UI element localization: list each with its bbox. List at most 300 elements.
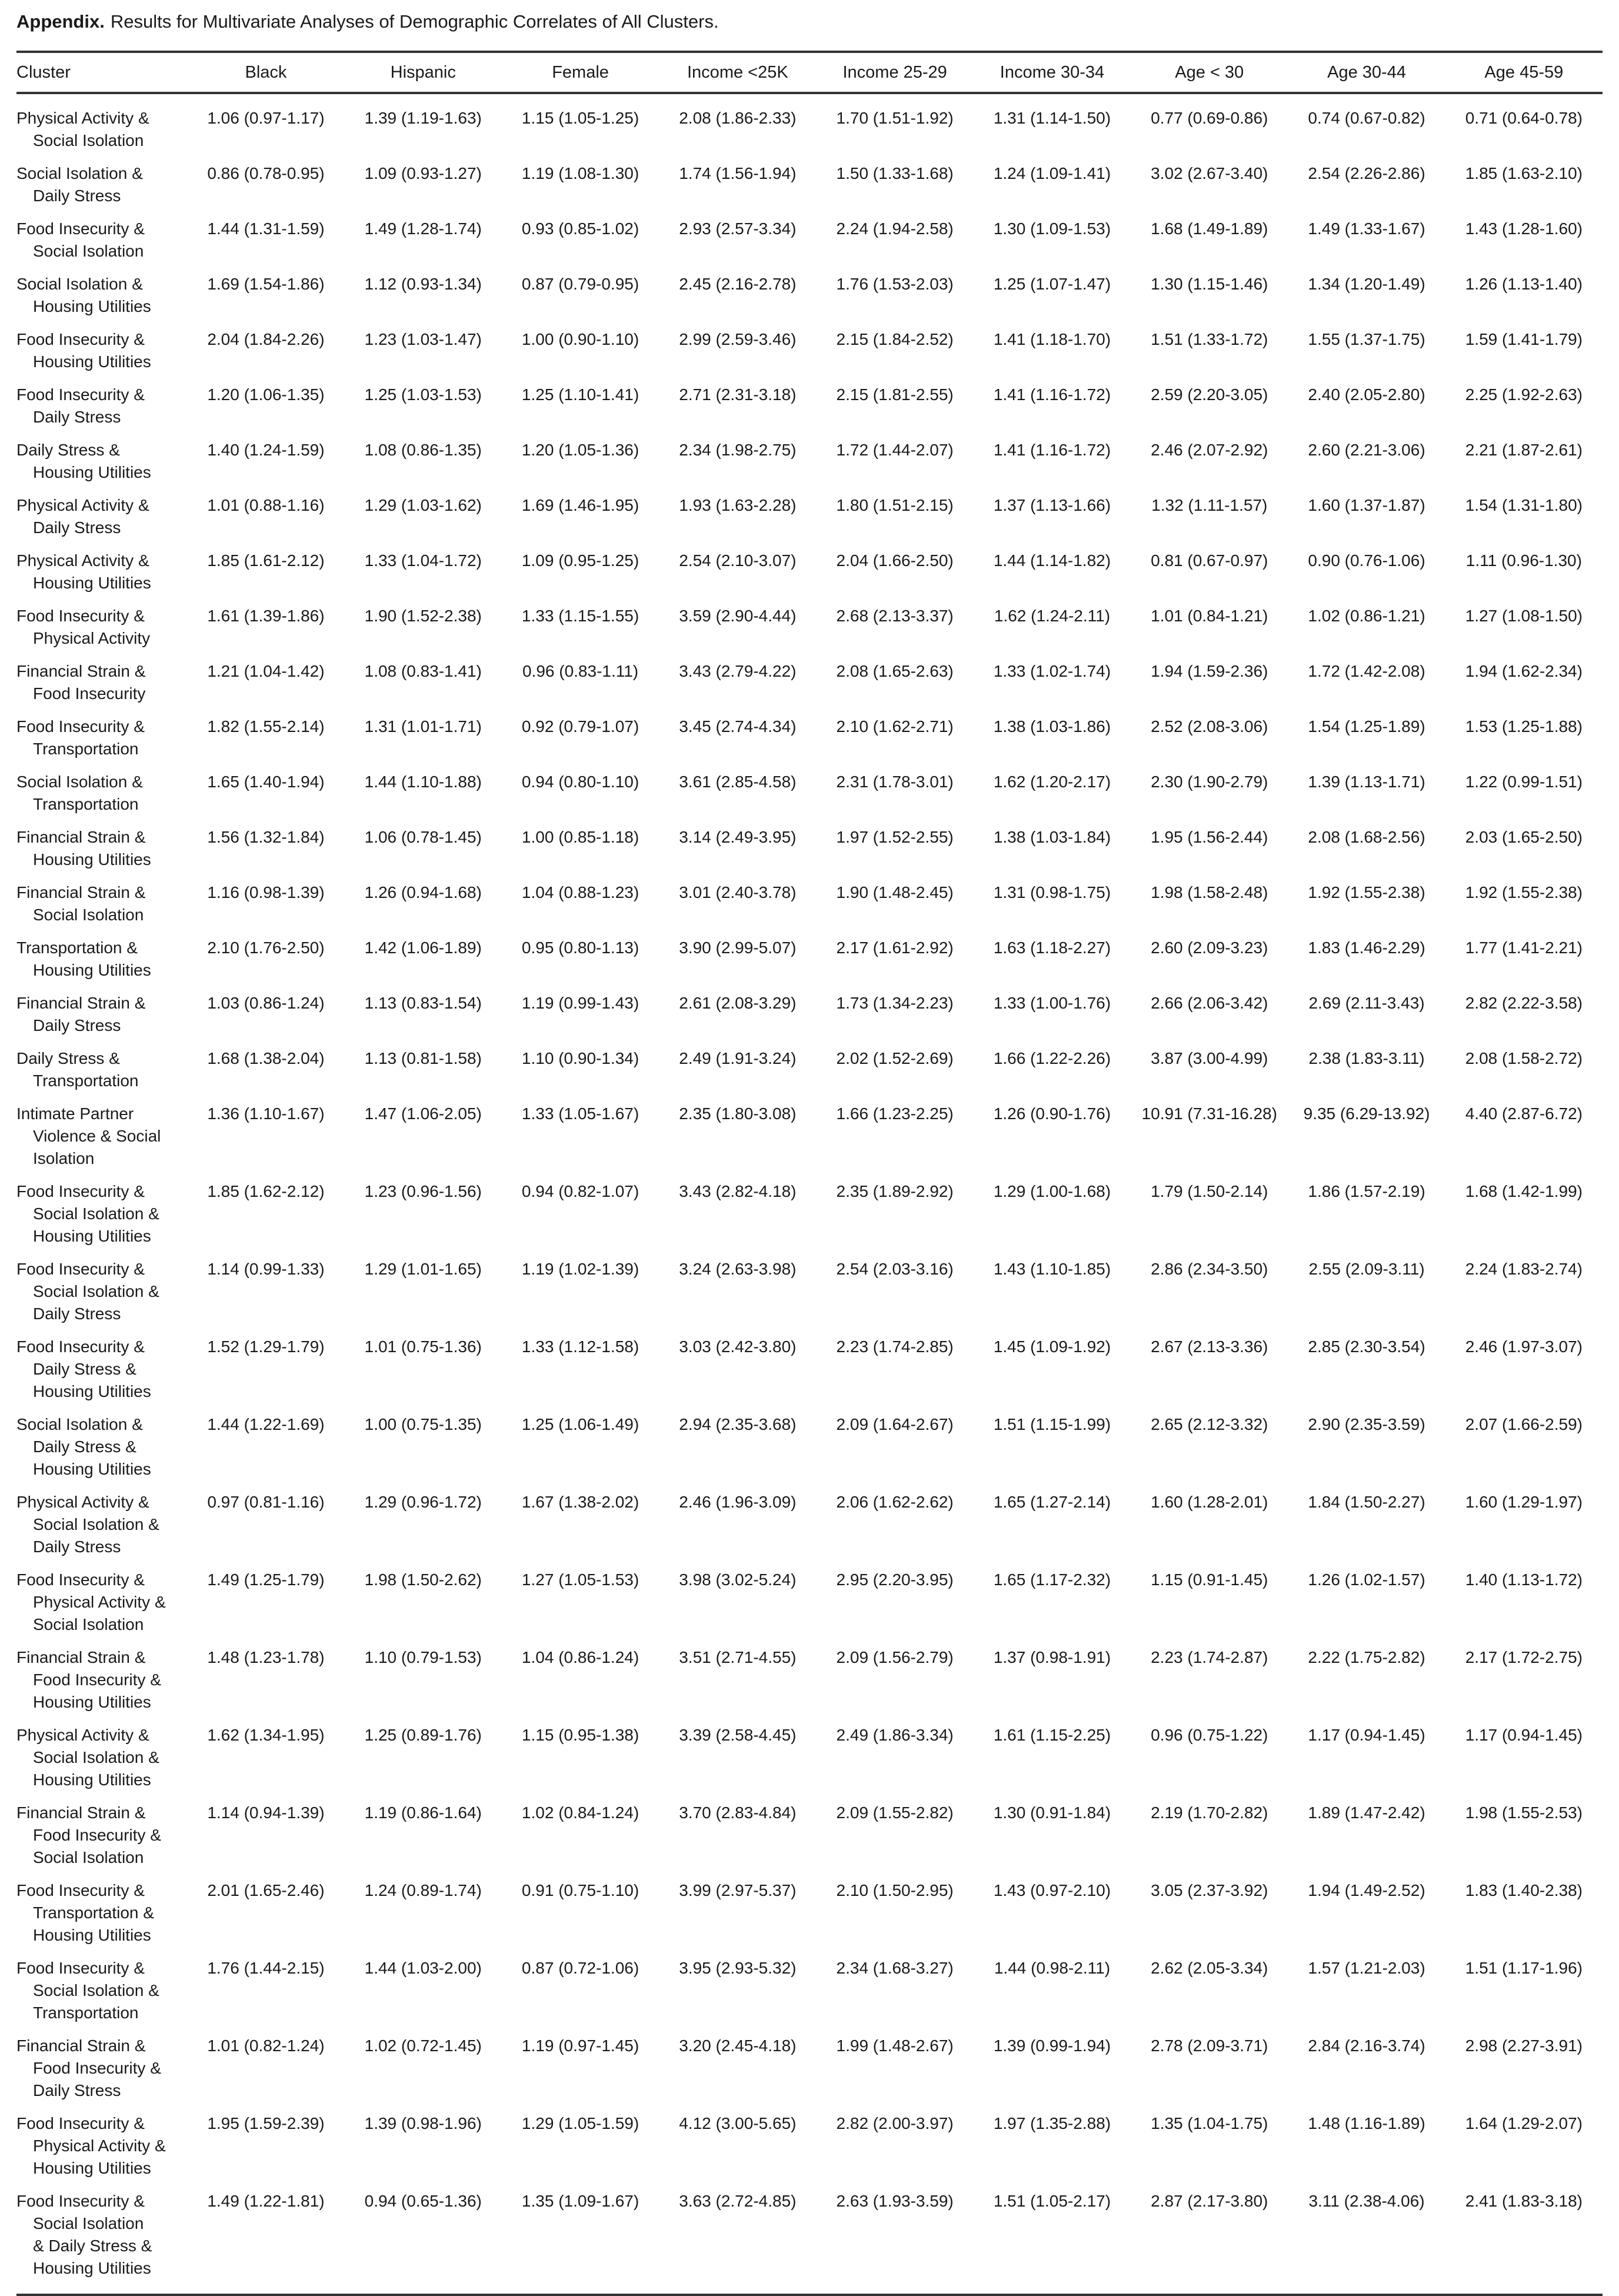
odds-ratio-cell: 3.11 (2.38-4.06) [1308, 2192, 1425, 2210]
odds-ratio-cell: 1.27 (1.08-1.50) [1465, 607, 1583, 625]
cluster-label-line: Social Isolation [33, 1615, 144, 1633]
odds-ratio-cell: 1.61 (1.15-2.25) [993, 1726, 1111, 1744]
odds-ratio-cell: 3.14 (2.49-3.95) [679, 828, 797, 846]
odds-ratio-cell: 1.30 (1.09-1.53) [993, 219, 1111, 238]
cluster-label [16, 1250, 187, 1327]
odds-ratio-cell: 1.48 (1.16-1.89) [1308, 2114, 1425, 2132]
odds-ratio-cell: 1.51 (1.05-2.17) [993, 2192, 1111, 2210]
odds-ratio-cell: 1.25 (1.03-1.53) [364, 385, 482, 404]
cluster-label-line: Social Isolation [33, 242, 144, 260]
odds-ratio-cell: 0.74 (0.67-0.82) [1308, 109, 1425, 127]
cluster-label [16, 707, 187, 763]
cluster-label-line: Physical Activity & [33, 2137, 166, 2155]
odds-ratio-cell: 2.08 (1.68-2.56) [1308, 828, 1425, 846]
odds-ratio-cell: 1.30 (1.15-1.46) [1151, 275, 1268, 293]
odds-ratio-cell: 2.85 (2.30-3.54) [1308, 1337, 1425, 1356]
column-header: Age < 30 [1175, 62, 1244, 82]
odds-ratio-cell: 0.92 (0.79-1.07) [521, 717, 639, 736]
cluster-label [16, 1638, 187, 1716]
cluster-label-line: Social Isolation & [16, 1415, 143, 1433]
odds-ratio-cell: 1.41 (1.18-1.70) [993, 330, 1111, 348]
cluster-label-line: Daily Stress [33, 1538, 121, 1556]
odds-ratio-cell: 2.87 (2.17-3.80) [1151, 2192, 1268, 2210]
odds-ratio-cell: 1.25 (1.10-1.41) [521, 385, 639, 404]
odds-ratio-cell: 1.98 (1.50-2.62) [364, 1570, 482, 1589]
odds-ratio-cell: 2.93 (2.57-3.34) [679, 219, 797, 238]
cluster-label-line: Food Insecurity & [16, 1881, 145, 1899]
cluster-label [16, 597, 187, 652]
cluster-label-line: Social Isolation & [33, 1748, 159, 1766]
odds-ratio-cell: 3.20 (2.45-4.18) [679, 2037, 797, 2055]
odds-ratio-cell: 1.59 (1.41-1.79) [1465, 330, 1583, 348]
table-row [16, 652, 1603, 707]
odds-ratio-cell: 1.93 (1.63-2.28) [679, 496, 797, 514]
odds-ratio-cell: 2.55 (2.09-3.11) [1308, 1260, 1425, 1278]
odds-ratio-cell: 2.84 (2.16-3.74) [1308, 2037, 1425, 2055]
odds-ratio-cell: 2.15 (1.81-2.55) [836, 385, 954, 404]
column-header: Income 25-29 [842, 62, 947, 82]
odds-ratio-cell: 1.41 (1.16-1.72) [993, 441, 1111, 459]
odds-ratio-cell: 1.12 (0.93-1.34) [364, 275, 482, 293]
odds-ratio-cell: 2.01 (1.65-2.46) [207, 1881, 325, 1899]
odds-ratio-cell: 1.39 (0.98-1.96) [364, 2114, 482, 2132]
cluster-label-line: Food Insecurity & [16, 1570, 145, 1589]
cluster-label [16, 1039, 187, 1094]
odds-ratio-cell: 1.15 (1.05-1.25) [521, 109, 639, 127]
odds-ratio-cell: 2.59 (2.20-3.05) [1151, 385, 1268, 404]
cluster-label [16, 1560, 187, 1638]
table-row [16, 929, 1603, 984]
cluster-label-line: Social Isolation & [33, 1515, 159, 1533]
cluster-label-line: Food Insecurity & [16, 1337, 145, 1356]
odds-ratio-cell: 1.54 (1.31-1.80) [1465, 496, 1583, 514]
cluster-label-line: Housing Utilities [33, 2259, 151, 2277]
odds-ratio-cell: 2.23 (1.74-2.85) [836, 1337, 954, 1356]
cluster-label-line: Housing Utilities [33, 297, 151, 315]
odds-ratio-cell: 1.15 (0.95-1.38) [521, 1726, 639, 1744]
odds-ratio-cell: 1.35 (1.09-1.67) [521, 2192, 639, 2210]
table-body [16, 93, 1603, 2295]
table-row [16, 2104, 1603, 2182]
cluster-label [16, 984, 187, 1039]
odds-ratio-cell: 1.62 (1.34-1.95) [207, 1726, 325, 1744]
odds-ratio-cell: 2.45 (2.16-2.78) [679, 275, 797, 293]
cluster-label-line: Transportation & [16, 939, 138, 957]
odds-ratio-cell: 1.14 (0.94-1.39) [207, 1803, 325, 1822]
odds-ratio-cell: 1.39 (0.99-1.94) [993, 2037, 1111, 2055]
odds-ratio-cell: 1.56 (1.32-1.84) [207, 828, 325, 846]
odds-ratio-cell: 1.19 (0.97-1.45) [521, 2037, 639, 2055]
cluster-label [16, 763, 187, 818]
odds-ratio-cell: 1.69 (1.46-1.95) [521, 496, 639, 514]
odds-ratio-cell: 1.65 (1.17-2.32) [993, 1570, 1111, 1589]
odds-ratio-cell: 1.00 (0.90-1.10) [521, 330, 639, 348]
column-header: Age 45-59 [1484, 62, 1564, 82]
odds-ratio-cell: 1.90 (1.48-2.45) [836, 883, 954, 901]
table-row [16, 763, 1603, 818]
cluster-label-line: Food Insecurity & [16, 717, 145, 736]
table-row [16, 93, 1603, 154]
odds-ratio-cell: 1.34 (1.20-1.49) [1308, 275, 1425, 293]
cluster-label-line: Food Insecurity & [33, 2059, 161, 2077]
odds-ratio-cell: 2.09 (1.64-2.67) [836, 1415, 954, 1433]
odds-ratio-cell: 1.98 (1.55-2.53) [1465, 1803, 1583, 1822]
odds-ratio-cell: 2.08 (1.86-2.33) [679, 109, 797, 127]
odds-ratio-cell: 1.02 (0.86-1.21) [1308, 607, 1425, 625]
cluster-label-line: Physical Activity & [33, 1593, 166, 1611]
cluster-label-line: Social Isolation & [33, 1981, 159, 1999]
odds-ratio-cell: 1.33 (1.05-1.67) [521, 1104, 639, 1123]
odds-ratio-cell: 2.35 (1.80-3.08) [679, 1104, 797, 1123]
odds-ratio-cell: 0.94 (0.80-1.10) [521, 773, 639, 791]
odds-ratio-cell: 3.63 (2.72-4.85) [679, 2192, 797, 2210]
cluster-label [16, 486, 187, 541]
odds-ratio-cell: 1.33 (1.12-1.58) [521, 1337, 639, 1356]
table-row [16, 1039, 1603, 1094]
cluster-label-line: Transportation [33, 795, 139, 813]
odds-ratio-cell: 0.87 (0.72-1.06) [521, 1959, 639, 1977]
odds-ratio-cell: 2.10 (1.76-2.50) [207, 939, 325, 957]
cluster-label [16, 818, 187, 873]
column-header: Black [245, 62, 287, 82]
odds-ratio-cell: 3.03 (2.42-3.80) [679, 1337, 797, 1356]
odds-ratio-cell: 1.57 (1.21-2.03) [1308, 1959, 1425, 1977]
odds-ratio-cell: 1.97 (1.52-2.55) [836, 828, 954, 846]
odds-ratio-cell: 1.11 (0.96-1.30) [1465, 551, 1582, 570]
cluster-label-line: Physical Activity [33, 629, 151, 647]
table-row [16, 1327, 1603, 1405]
cluster-label-line: Social Isolation & [16, 164, 143, 182]
odds-ratio-cell: 1.04 (0.88-1.23) [521, 883, 639, 901]
odds-ratio-cell: 2.65 (2.12-3.32) [1151, 1415, 1268, 1433]
odds-ratio-cell: 1.19 (0.86-1.64) [364, 1803, 482, 1822]
odds-ratio-cell: 0.77 (0.69-0.86) [1151, 109, 1268, 127]
odds-ratio-cell: 1.67 (1.38-2.02) [521, 1493, 639, 1511]
cluster-label [16, 431, 187, 486]
table-row [16, 984, 1603, 1039]
cluster-label-line: Daily Stress [33, 187, 121, 205]
odds-ratio-cell: 1.19 (1.08-1.30) [521, 164, 639, 182]
odds-ratio-cell: 2.82 (2.00-3.97) [836, 2114, 954, 2132]
odds-ratio-cell: 1.62 (1.20-2.17) [993, 773, 1111, 791]
odds-ratio-cell: 1.66 (1.22-2.26) [993, 1049, 1111, 1067]
odds-ratio-cell: 1.37 (0.98-1.91) [993, 1648, 1111, 1666]
cluster-label-line: Social Isolation & [16, 773, 143, 791]
odds-ratio-cell: 2.31 (1.78-3.01) [836, 773, 954, 791]
odds-ratio-cell: 1.08 (0.86-1.35) [364, 441, 482, 459]
odds-ratio-cell: 1.68 (1.38-2.04) [207, 1049, 325, 1067]
odds-ratio-cell: 1.61 (1.39-1.86) [207, 607, 325, 625]
odds-ratio-cell: 1.17 (0.94-1.45) [1465, 1726, 1583, 1744]
odds-ratio-cell: 0.97 (0.81-1.16) [207, 1493, 325, 1511]
odds-ratio-cell: 1.09 (0.95-1.25) [521, 551, 639, 570]
cluster-label-line: Daily Stress & [33, 1438, 136, 1456]
table-row [16, 818, 1603, 873]
odds-ratio-cell: 1.33 (1.00-1.76) [993, 994, 1111, 1012]
odds-ratio-cell: 2.24 (1.83-2.74) [1465, 1260, 1583, 1278]
header-row [16, 52, 1603, 93]
cluster-label [16, 93, 187, 154]
odds-ratio-cell: 1.85 (1.63-2.10) [1465, 164, 1583, 182]
odds-ratio-cell: 3.43 (2.79-4.22) [679, 662, 797, 680]
odds-ratio-cell: 2.54 (2.26-2.86) [1308, 164, 1425, 182]
odds-ratio-cell: 1.25 (1.06-1.49) [521, 1415, 639, 1433]
odds-ratio-cell: 2.23 (1.74-2.87) [1151, 1648, 1268, 1666]
odds-ratio-cell: 1.04 (0.86-1.24) [521, 1648, 639, 1666]
odds-ratio-cell: 1.24 (1.09-1.41) [993, 164, 1111, 182]
column-header: Age 30-44 [1327, 62, 1406, 82]
odds-ratio-cell: 3.90 (2.99-5.07) [679, 939, 797, 957]
odds-ratio-cell: 1.69 (1.54-1.86) [207, 275, 325, 293]
cluster-label-line: Financial Strain & [16, 1648, 146, 1666]
odds-ratio-cell: 2.49 (1.86-3.34) [836, 1726, 954, 1744]
odds-ratio-cell: 1.23 (0.96-1.56) [364, 1182, 482, 1200]
odds-ratio-cell: 2.46 (1.96-3.09) [679, 1493, 797, 1511]
odds-ratio-cell: 1.65 (1.27-2.14) [993, 1493, 1111, 1511]
odds-ratio-cell: 2.17 (1.61-2.92) [836, 939, 954, 957]
cluster-label-line: Social Isolation & [33, 1204, 159, 1223]
odds-ratio-cell: 2.25 (1.92-2.63) [1465, 385, 1583, 404]
odds-ratio-cell: 1.40 (1.13-1.72) [1465, 1570, 1583, 1589]
odds-ratio-cell: 1.13 (0.81-1.58) [364, 1049, 482, 1067]
odds-ratio-cell: 1.24 (0.89-1.74) [364, 1881, 482, 1899]
cluster-label-line: Daily Stress [33, 1016, 121, 1034]
odds-ratio-cell: 1.94 (1.59-2.36) [1151, 662, 1268, 680]
odds-ratio-cell: 1.49 (1.28-1.74) [364, 219, 482, 238]
odds-ratio-cell: 1.45 (1.09-1.92) [993, 1337, 1111, 1356]
cluster-label-line: Transportation [33, 740, 139, 758]
cluster-label-line: Food Insecurity & [16, 2192, 145, 2210]
odds-ratio-cell: 1.82 (1.55-2.14) [207, 717, 325, 736]
table-row [16, 541, 1603, 597]
cluster-label [16, 375, 187, 431]
cluster-label [16, 2182, 187, 2295]
table-row [16, 1405, 1603, 1483]
table-row [16, 1250, 1603, 1327]
table-row [16, 486, 1603, 541]
odds-ratio-cell: 1.51 (1.17-1.96) [1465, 1959, 1583, 1977]
cluster-label [16, 873, 187, 929]
cluster-label-line: Food Insecurity & [16, 607, 145, 625]
table-row [16, 320, 1603, 375]
table-row [16, 873, 1603, 929]
odds-ratio-cell: 1.60 (1.29-1.97) [1465, 1493, 1583, 1511]
odds-ratio-cell: 1.66 (1.23-2.25) [836, 1104, 954, 1123]
odds-ratio-cell: 1.01 (0.75-1.36) [364, 1337, 482, 1356]
odds-ratio-cell: 2.24 (1.94-2.58) [836, 219, 954, 238]
cluster-label [16, 1483, 187, 1560]
cluster-label-line: Physical Activity & [16, 1726, 149, 1744]
table-row [16, 1949, 1603, 2027]
odds-ratio-cell: 1.44 (1.31-1.59) [207, 219, 325, 238]
odds-ratio-cell: 1.02 (0.84-1.24) [521, 1803, 639, 1822]
odds-ratio-cell: 2.49 (1.91-3.24) [679, 1049, 797, 1067]
cluster-label-line: Violence & Social [33, 1127, 161, 1145]
odds-ratio-cell: 1.53 (1.25-1.88) [1465, 717, 1583, 736]
odds-ratio-cell: 1.44 (0.98-2.11) [994, 1959, 1111, 1977]
odds-ratio-cell: 1.23 (1.03-1.47) [364, 330, 482, 348]
odds-ratio-cell: 2.04 (1.84-2.26) [207, 330, 325, 348]
table-row [16, 265, 1603, 320]
cluster-label-line: Financial Strain & [16, 1803, 146, 1822]
odds-ratio-cell: 1.52 (1.29-1.79) [207, 1337, 325, 1356]
odds-ratio-cell: 2.69 (2.11-3.43) [1308, 994, 1425, 1012]
odds-ratio-cell: 2.30 (1.90-2.79) [1151, 773, 1268, 791]
cluster-label-line: Housing Utilities [33, 574, 151, 592]
odds-ratio-cell: 2.98 (2.27-3.91) [1465, 2037, 1583, 2055]
cluster-label [16, 2027, 187, 2104]
odds-ratio-cell: 1.20 (1.06-1.35) [207, 385, 325, 404]
odds-ratio-cell: 1.27 (1.05-1.53) [521, 1570, 639, 1589]
odds-ratio-cell: 1.92 (1.55-2.38) [1308, 883, 1425, 901]
odds-ratio-cell: 1.68 (1.49-1.89) [1151, 219, 1268, 238]
odds-ratio-cell: 1.17 (0.94-1.45) [1308, 1726, 1425, 1744]
cluster-label [16, 1949, 187, 2027]
odds-ratio-cell: 1.80 (1.51-2.15) [836, 496, 954, 514]
cluster-label-line: Food Insecurity & [16, 1182, 145, 1200]
cluster-label-line: Social Isolation [33, 1848, 144, 1866]
odds-ratio-cell: 1.22 (0.99-1.51) [1465, 773, 1583, 791]
cluster-label-line: Food Insecurity & [16, 2114, 145, 2132]
odds-ratio-cell: 3.02 (2.67-3.40) [1151, 164, 1268, 182]
odds-ratio-cell: 1.06 (0.78-1.45) [364, 828, 482, 846]
table-row [16, 431, 1603, 486]
odds-ratio-cell: 3.59 (2.90-4.44) [679, 607, 797, 625]
cluster-label [16, 2104, 187, 2182]
odds-ratio-cell: 1.21 (1.04-1.42) [207, 662, 325, 680]
cluster-label-line: Housing Utilities [33, 463, 151, 481]
odds-ratio-cell: 2.09 (1.55-2.82) [836, 1803, 954, 1822]
cluster-label-line: Daily Stress [33, 408, 121, 426]
odds-ratio-cell: 3.45 (2.74-4.34) [679, 717, 797, 736]
cluster-label-line: Social Isolation & [33, 1282, 159, 1300]
odds-ratio-cell: 1.62 (1.24-2.11) [994, 607, 1111, 625]
cluster-label-line: Food Insecurity [33, 684, 146, 703]
odds-ratio-cell: 2.61 (2.08-3.29) [679, 994, 797, 1012]
odds-ratio-cell: 0.93 (0.85-1.02) [521, 219, 639, 238]
cluster-label [16, 320, 187, 375]
cluster-label [16, 929, 187, 984]
cluster-label-line: Housing Utilities [33, 850, 151, 869]
odds-ratio-cell: 1.70 (1.51-1.92) [836, 109, 954, 127]
cluster-label [16, 1793, 187, 1871]
odds-ratio-cell: 1.49 (1.33-1.67) [1308, 219, 1425, 238]
odds-ratio-cell: 1.54 (1.25-1.89) [1308, 717, 1425, 736]
table-row [16, 2027, 1603, 2104]
odds-ratio-cell: 1.29 (1.01-1.65) [364, 1260, 482, 1278]
odds-ratio-cell: 3.05 (2.37-3.92) [1151, 1881, 1268, 1899]
odds-ratio-cell: 2.38 (1.83-3.11) [1308, 1049, 1425, 1067]
odds-ratio-cell: 1.00 (0.85-1.18) [521, 828, 639, 846]
cluster-label-line: Food Insecurity & [33, 1826, 161, 1844]
odds-ratio-cell: 2.99 (2.59-3.46) [679, 330, 797, 348]
odds-ratio-cell: 3.98 (3.02-5.24) [679, 1570, 797, 1589]
odds-ratio-cell: 0.71 (0.64-0.78) [1465, 109, 1583, 127]
odds-ratio-cell: 1.79 (1.50-2.14) [1151, 1182, 1268, 1200]
odds-ratio-cell: 4.12 (3.00-5.65) [679, 2114, 797, 2132]
odds-ratio-cell: 1.65 (1.40-1.94) [207, 773, 325, 791]
column-header: Income 30-34 [1000, 62, 1105, 82]
cluster-label-line: Housing Utilities [33, 1771, 151, 1789]
cluster-label-line: Financial Strain & [16, 883, 146, 901]
column-header: Female [552, 62, 609, 82]
cluster-label [16, 1172, 187, 1250]
odds-ratio-cell: 3.01 (2.40-3.78) [679, 883, 797, 901]
table-row [16, 1483, 1603, 1560]
odds-ratio-cell: 2.63 (1.93-3.59) [836, 2192, 954, 2210]
odds-ratio-cell: 1.37 (1.13-1.66) [993, 496, 1111, 514]
table-row [16, 375, 1603, 431]
odds-ratio-cell: 1.32 (1.11-1.57) [1151, 496, 1268, 514]
odds-ratio-cell: 1.74 (1.56-1.94) [679, 164, 797, 182]
odds-ratio-cell: 2.52 (2.08-3.06) [1151, 717, 1268, 736]
odds-ratio-cell: 1.47 (1.06-2.05) [364, 1104, 482, 1123]
odds-ratio-cell: 1.85 (1.61-2.12) [207, 551, 325, 570]
odds-ratio-cell: 1.15 (0.91-1.45) [1151, 1570, 1268, 1589]
cluster-label-line: Physical Activity & [16, 551, 149, 570]
odds-ratio-cell: 2.60 (2.09-3.23) [1151, 939, 1268, 957]
cluster-label-line: Housing Utilities [33, 1926, 151, 1944]
odds-ratio-cell: 2.15 (1.84-2.52) [836, 330, 954, 348]
odds-ratio-cell: 1.48 (1.23-1.78) [207, 1648, 325, 1666]
odds-ratio-cell: 1.01 (0.88-1.16) [207, 496, 325, 514]
odds-ratio-cell: 1.26 (1.13-1.40) [1465, 275, 1583, 293]
odds-ratio-cell: 1.01 (0.82-1.24) [207, 2037, 325, 2055]
odds-ratio-cell: 1.77 (1.41-2.21) [1465, 939, 1583, 957]
odds-ratio-cell: 2.34 (1.98-2.75) [679, 441, 797, 459]
odds-ratio-cell: 1.44 (1.03-2.00) [364, 1959, 482, 1977]
odds-ratio-cell: 1.94 (1.49-2.52) [1308, 1881, 1425, 1899]
odds-ratio-cell: 1.92 (1.55-2.38) [1465, 883, 1583, 901]
cluster-label-line: Food Insecurity & [16, 1959, 145, 1977]
odds-ratio-cell: 1.73 (1.34-2.23) [836, 994, 954, 1012]
odds-ratio-cell: 1.72 (1.42-2.08) [1308, 662, 1425, 680]
cluster-label [16, 265, 187, 320]
table-row [16, 1560, 1603, 1638]
column-header: Hispanic [390, 62, 456, 82]
odds-ratio-cell: 0.81 (0.67-0.97) [1151, 551, 1268, 570]
odds-ratio-cell: 1.00 (0.75-1.35) [364, 1415, 482, 1433]
odds-ratio-cell: 2.60 (2.21-3.06) [1308, 441, 1425, 459]
odds-ratio-cell: 0.91 (0.75-1.10) [521, 1881, 639, 1899]
odds-ratio-cell: 1.20 (1.05-1.36) [521, 441, 639, 459]
cluster-label-line: Daily Stress & [33, 1360, 136, 1378]
odds-ratio-cell: 1.44 (1.22-1.69) [207, 1415, 325, 1433]
odds-ratio-cell: 1.35 (1.04-1.75) [1151, 2114, 1268, 2132]
odds-ratio-cell: 2.08 (1.58-2.72) [1465, 1049, 1583, 1067]
cluster-label [16, 1871, 187, 1949]
odds-ratio-cell: 1.95 (1.59-2.39) [207, 2114, 325, 2132]
cluster-label [16, 1094, 187, 1172]
odds-ratio-cell: 1.29 (1.05-1.59) [521, 2114, 639, 2132]
table-row [16, 1716, 1603, 1793]
odds-ratio-cell: 1.06 (0.97-1.17) [207, 109, 325, 127]
odds-ratio-cell: 1.99 (1.48-2.67) [836, 2037, 954, 2055]
odds-ratio-cell: 2.22 (1.75-2.82) [1308, 1648, 1425, 1666]
cluster-label [16, 1327, 187, 1405]
odds-ratio-cell: 2.09 (1.56-2.79) [836, 1648, 954, 1666]
odds-ratio-cell: 3.70 (2.83-4.84) [679, 1803, 797, 1822]
odds-ratio-cell: 1.08 (0.83-1.41) [364, 662, 482, 680]
odds-ratio-cell: 2.03 (1.65-2.50) [1465, 828, 1583, 846]
odds-ratio-cell: 1.55 (1.37-1.75) [1308, 330, 1425, 348]
odds-ratio-cell: 1.29 (1.03-1.62) [364, 496, 482, 514]
odds-ratio-cell: 0.87 (0.79-0.95) [521, 275, 639, 293]
cluster-label-line: Physical Activity & [16, 1493, 149, 1511]
odds-ratio-cell: 0.90 (0.76-1.06) [1308, 551, 1425, 570]
odds-ratio-cell: 2.21 (1.87-2.61) [1465, 441, 1583, 459]
cluster-label-line: Housing Utilities [33, 2159, 151, 2177]
